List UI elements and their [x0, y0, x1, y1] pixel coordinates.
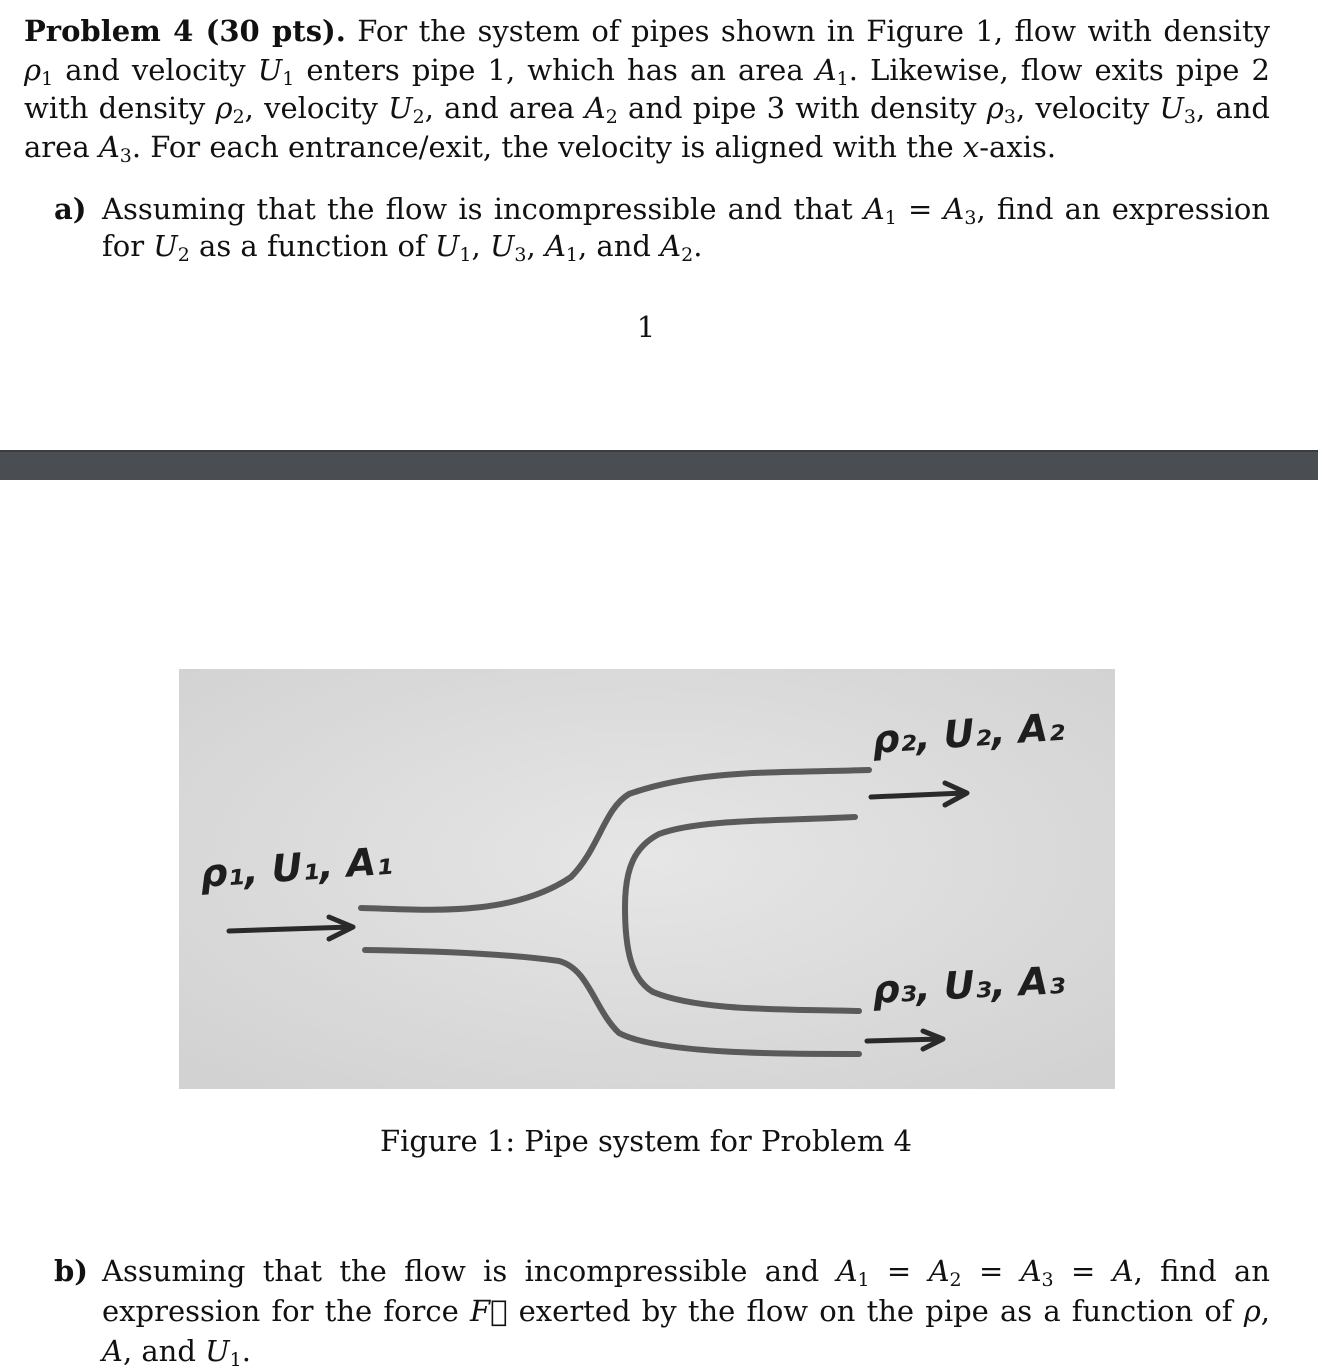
- part-b-label: b): [54, 1254, 88, 1288]
- problem-statement: Problem 4 (30 pts). For the system of pipes shown in Figure 1, flow with density $\rho_1$ and velocity $U_1$ enters pipe 1, which has an area $A_1$. Likewise, flow exits pipe 2 with density $\rho_2$, velocity $U_2$, and area $A_2$ and pipe 3 with density $\rho_3$, velocity $U_3$, and area $A_3$. For each entrance/exit, the velocity is aligned with the x-axis.: [24, 14, 1270, 167]
- page-divider: [0, 450, 1318, 480]
- part-a-text: Assuming that the flow is incompressible and that $A_1 = A_3$, find an expression for $U_2$ as a function of $U_1$, $U_3$, $A_1$, and $A_2$.: [102, 192, 1270, 266]
- part-a: [54, 191, 1270, 265]
- outlet2-label: ρ₂, U₂, A₂: [870, 704, 1066, 762]
- figure-caption: Figure 1: Pipe system for Problem 4: [379, 1124, 912, 1158]
- outlet3-label: ρ₃, U₃, A₃: [871, 957, 1066, 1012]
- pipe-sketch: [179, 669, 1115, 1089]
- inlet-label: ρ₁, U₁, A₁: [198, 838, 394, 896]
- problem-heading: Problem 4 (30 pts).: [24, 14, 346, 48]
- part-b: [54, 1251, 1270, 1371]
- pipe-system-figure: [179, 669, 1115, 1089]
- part-b-text: Assuming that the flow is incompressible and $A_1 = A_2 = A_3 = A$, find an expression for the force F⃗ exerted by the flow on the pipe as a function of ρ, A, and $U_1$.: [102, 1254, 1270, 1371]
- page-number: 1: [636, 310, 656, 344]
- part-a-label: a): [54, 192, 87, 226]
